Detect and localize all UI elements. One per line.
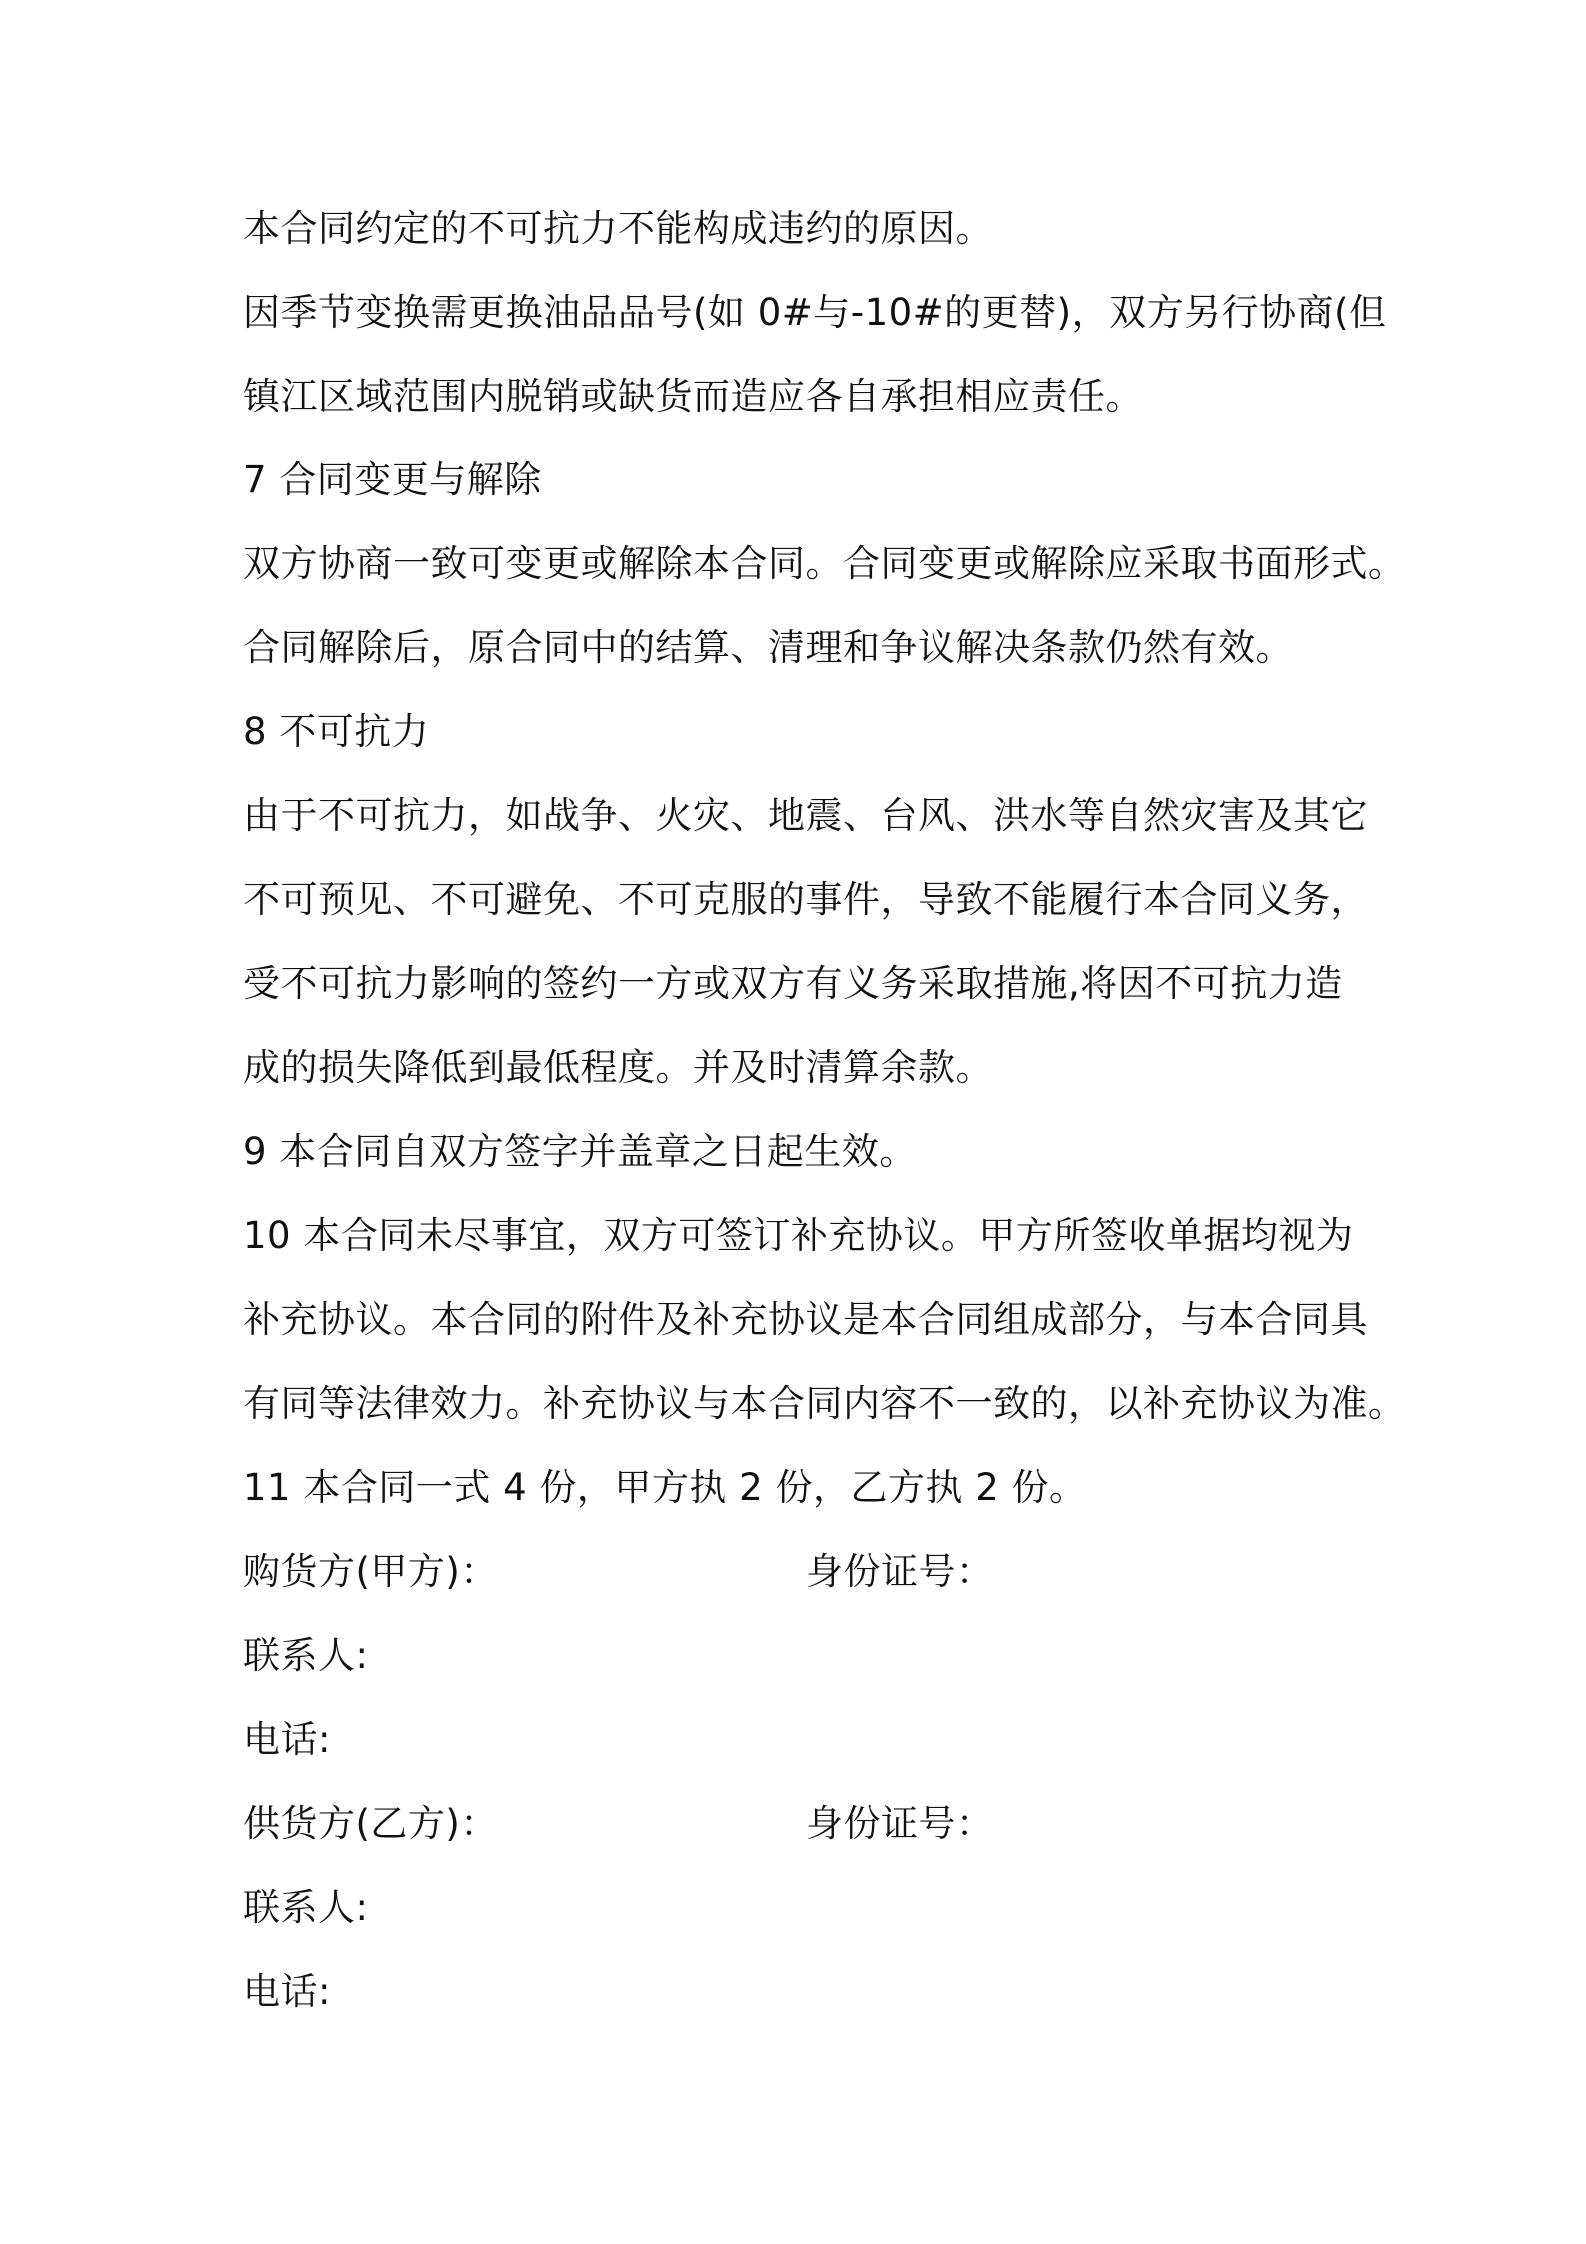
clause-text-line: 双方协商一致可变更或解除本合同。合同变更或解除应采取书面形式。: [243, 542, 1406, 585]
clause-text-line: 由于不可抗力，如战争、火灾、地震、台风、洪水等自然灾害及其它: [243, 794, 1368, 837]
clause-text-line: 本合同约定的不可抗力不能构成违约的原因。: [243, 207, 993, 250]
clause-text-line: 因季节变换需更换油品品号(如 0#与-10#的更替)，双方另行协商(但: [243, 291, 1387, 334]
seller-label: 供货方(乙方)：: [243, 1802, 498, 1845]
clause-text-line: 不可预见、不可避免、不可克服的事件，导致不能履行本合同义务，: [243, 878, 1368, 921]
buyer-id-label: 身份证号：: [806, 1550, 994, 1593]
clause-10-line: 10 本合同未尽事宜，双方可签订补充协议。甲方所签收单据均视为: [243, 1214, 1354, 1257]
clause-text-line: 镇江区域范围内脱销或缺货而造应各自承担相应责任。: [243, 375, 1143, 418]
clause-11-line: 11 本合同一式 4 份，甲方执 2 份，乙方执 2 份。: [243, 1466, 1087, 1509]
seller-phone-label: 电话:: [243, 1970, 331, 2013]
section-heading-8: 8 不可抗力: [243, 710, 430, 753]
buyer-phone-label: 电话:: [243, 1718, 331, 1761]
clause-text-line: 成的损失降低到最低程度。并及时清算余款。: [243, 1046, 993, 1089]
buyer-contact-label: 联系人:: [243, 1634, 369, 1677]
section-heading-7: 7 合同变更与解除: [243, 458, 542, 501]
clause-text-line: 合同解除后，原合同中的结算、清理和争议解决条款仍然有效。: [243, 626, 1293, 669]
clause-9-line: 9 本合同自双方签字并盖章之日起生效。: [243, 1130, 917, 1173]
clause-text-line: 有同等法律效力。补充协议与本合同内容不一致的，以补充协议为准。: [243, 1382, 1406, 1425]
buyer-label: 购货方(甲方)：: [243, 1550, 498, 1593]
clause-text-line: 受不可抗力影响的签约一方或双方有义务采取措施,将因不可抗力造: [243, 962, 1343, 1005]
clause-text-line: 补充协议。本合同的附件及补充协议是本合同组成部分，与本合同具: [243, 1298, 1368, 1341]
seller-id-label: 身份证号：: [806, 1802, 994, 1845]
seller-contact-label: 联系人:: [243, 1886, 369, 1929]
